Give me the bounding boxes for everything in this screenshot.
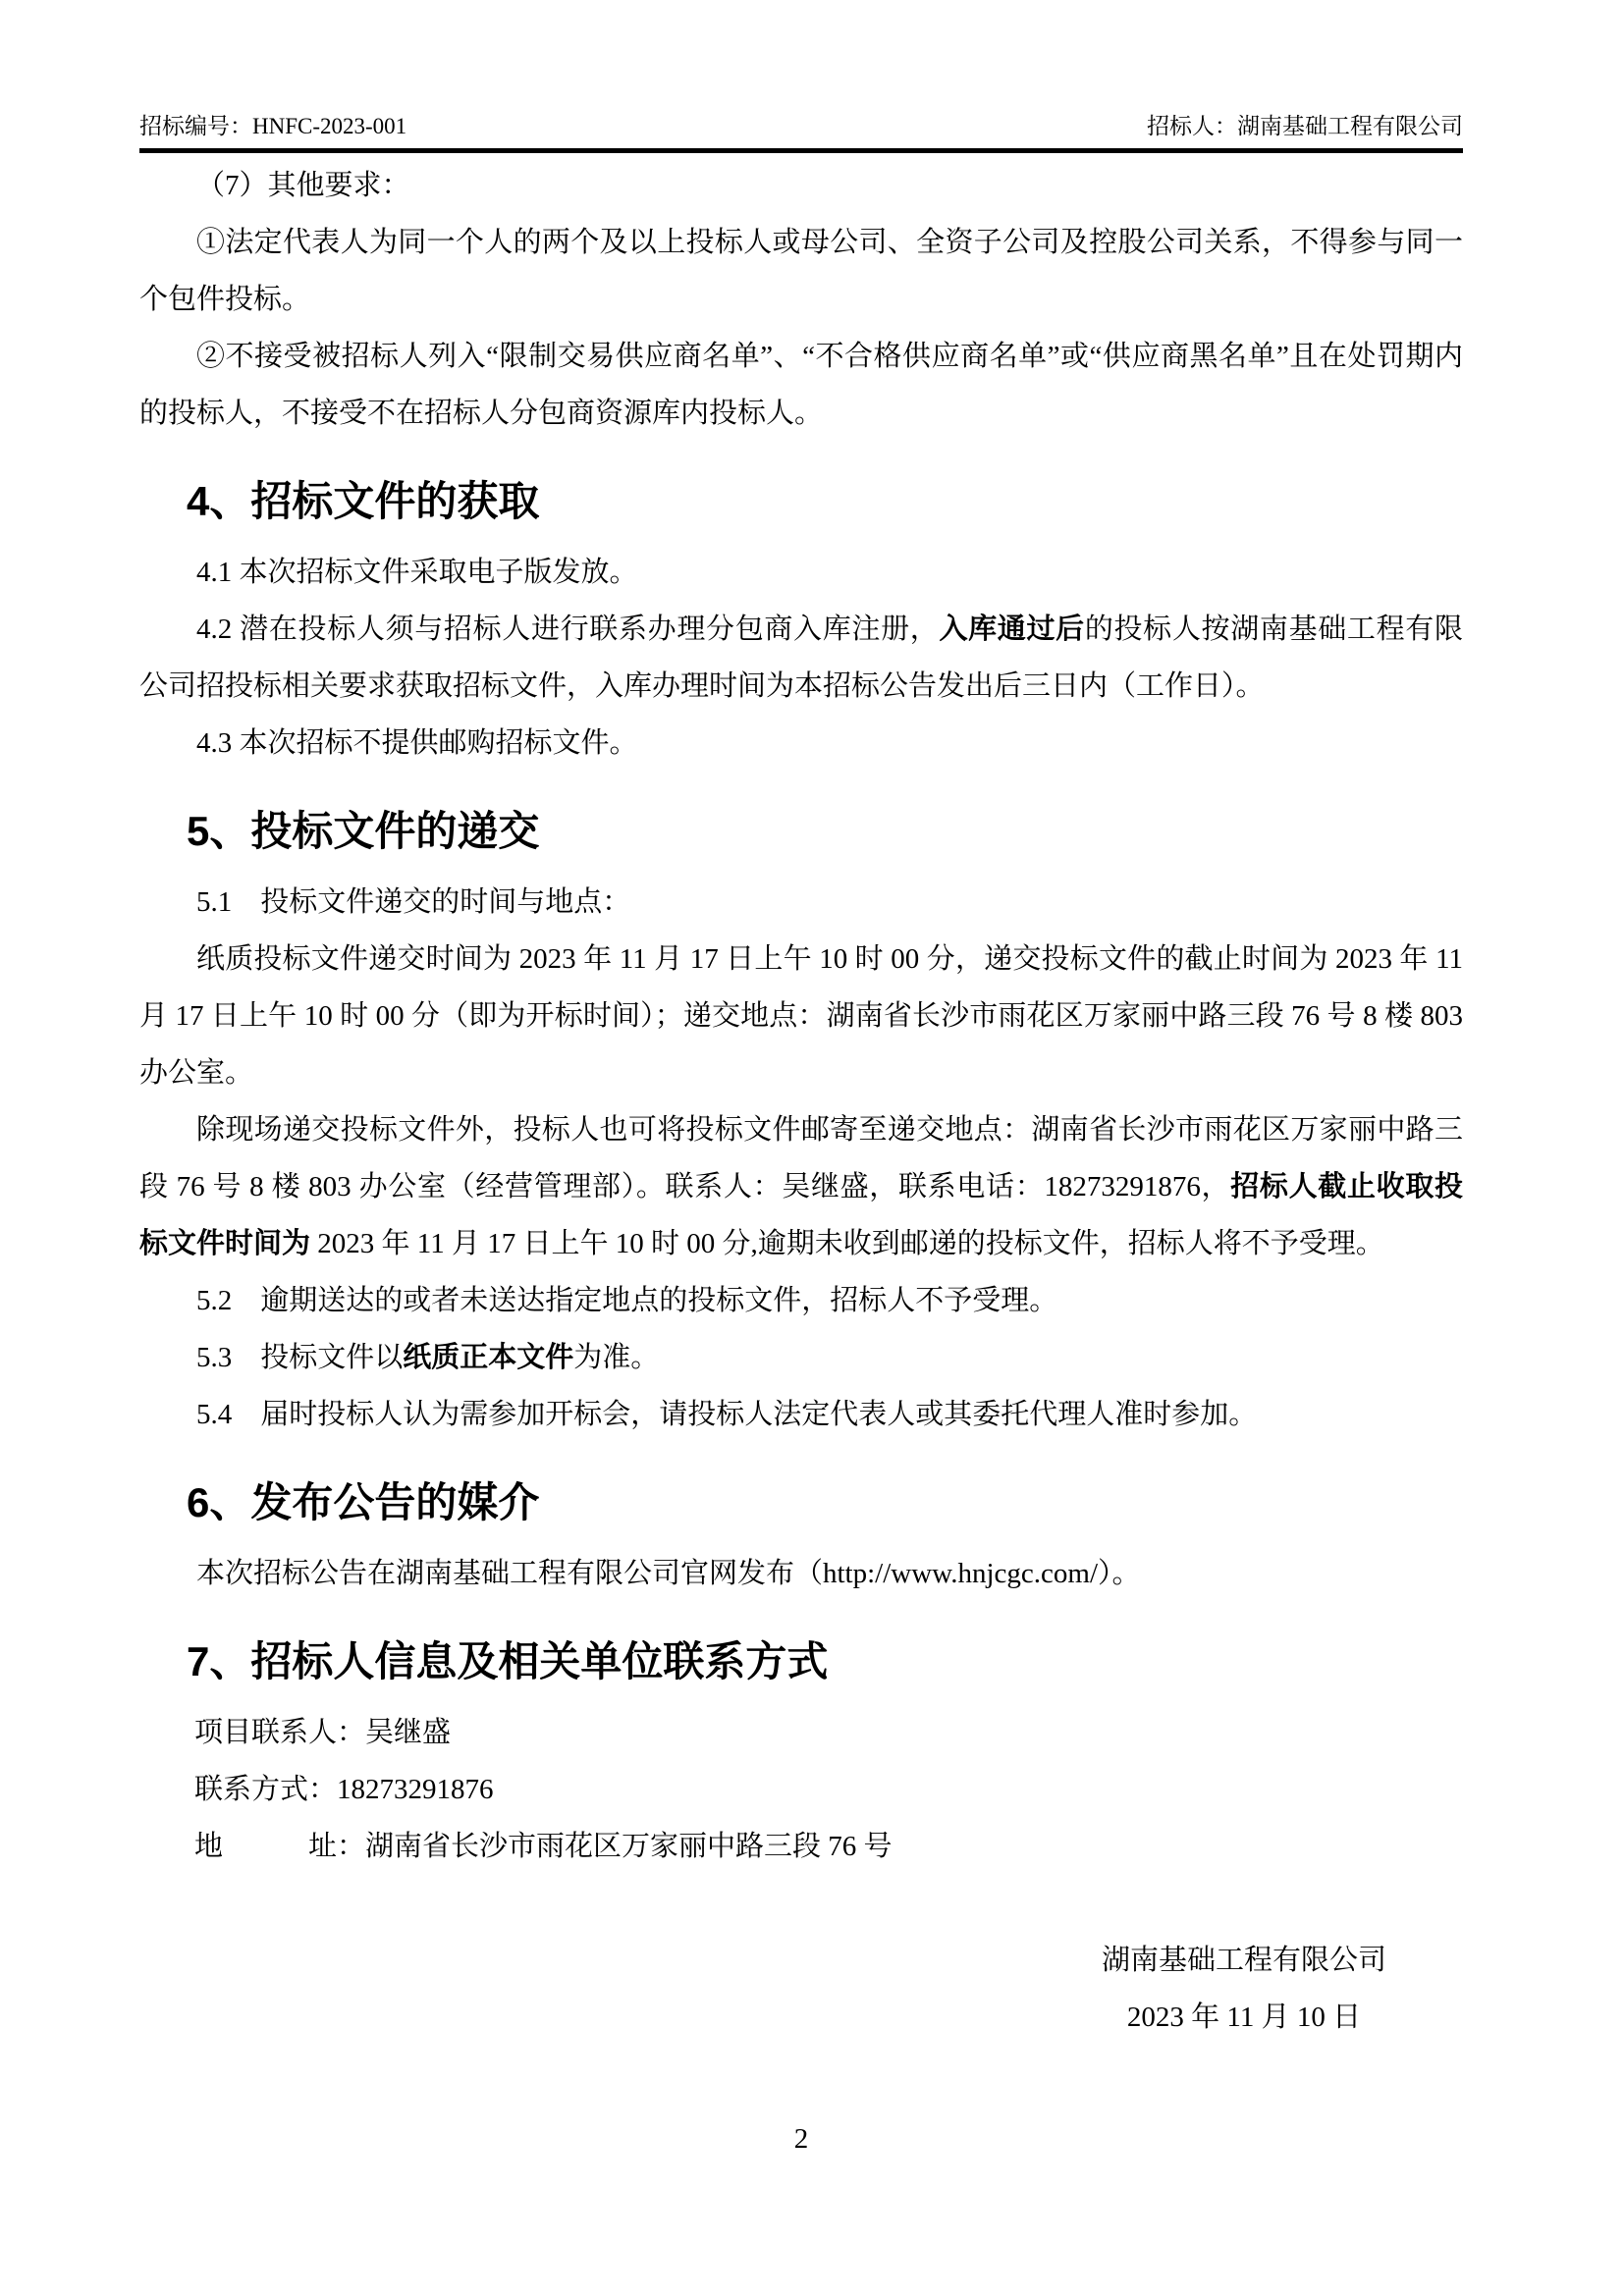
paragraph-4-2-bold-run: 入库通过后 [939, 614, 1085, 645]
section-5-heading: 5、投标文件的递交 [187, 808, 540, 854]
paragraph-4-2-run-2: 的投标人按湖南基础工程有限公司招投标相关要求获取招标文件，入库办理时间为本招标公告发出后三日内（工作日）。 [139, 614, 1463, 702]
signature-date: 2023 年 11 月 10 日 [1126, 2002, 1362, 2033]
page-number: 2 [793, 2123, 809, 2155]
page-header [139, 110, 1463, 148]
paragraph-5-1: 5.1 投标文件递交的时间与地点： [196, 886, 631, 918]
paragraph-5-1-mail-bold-run: 招标人截止收取投标文件时间为 [139, 1171, 1463, 1259]
signature-company: 湖南基础工程有限公司 [1101, 1945, 1386, 1976]
contact-address-line: 地 址：湖南省长沙市雨花区万家丽中路三段 76 号 [194, 1831, 893, 1862]
paragraph-other-requirements: （7）其他要求： [196, 170, 410, 201]
section-4-heading: 4、招标文件的获取 [187, 478, 540, 524]
contact-person-line: 项目联系人：吴继盛 [194, 1717, 452, 1748]
paragraph-5-1-mail-run-1: 除现场递交投标文件外，投标人也可将投标文件邮寄至递交地点：湖南省长沙市雨花区万家丽中路三段 76 号 8 楼 803 办公室（经营管理部）。联系人：吴继盛，联系电话：18273291876， [139, 1114, 1463, 1202]
paragraph-announcement-media: 本次招标公告在湖南基础工程有限公司官网发布（http://www.hnjcgc.com/）。 [196, 1558, 1141, 1589]
header-rule [139, 148, 1463, 153]
section-7-heading: 7、招标人信息及相关单位联系方式 [187, 1638, 829, 1684]
paragraph-5-2: 5.2 逾期送达的或者未送达指定地点的投标文件，招标人不予受理。 [196, 1285, 1058, 1316]
paragraph-5-4: 5.4 届时投标人认为需参加开标会，请投标人法定代表人或其委托代理人准时参加。 [196, 1399, 1258, 1430]
paragraph-5-3-bold-run: 纸质正本文件 [403, 1342, 574, 1373]
paragraph-requirement-item-1: ①法定代表人为同一个人的两个及以上投标人或母公司、全资子公司及控股公司关系，不得参与同一个包件投标。 [139, 227, 1463, 315]
paragraph-4-2-run-1: 4.2 潜在投标人须与招标人进行联系办理分包商入库注册， [196, 614, 940, 645]
paragraph-5-1-time-place: 纸质投标文件递交时间为 2023 年 11 月 17 日上午 10 时 00 分，递交投标文件的截止时间为 2023 年 11 月 17 日上午 10 时 00 分（即为开标时间）；递交地点：湖南省长沙市雨花区万家丽中路三段 76 号 8 楼 803 办公室。 [139, 943, 1463, 1089]
document-content [139, 0, 1463, 2046]
paragraph-4-1: 4.1 本次招标文件采取电子版发放。 [196, 557, 638, 588]
paragraph-5-1-mail-delivery [139, 1101, 1463, 1272]
section-6-heading: 6、发布公告的媒介 [187, 1479, 540, 1525]
header-tenderer: 招标人：湖南基础工程有限公司 [1147, 114, 1463, 138]
header-tender-number: 招标编号：HNFC-2023-001 [139, 114, 407, 138]
paragraph-5-3 [139, 1329, 1463, 1386]
paragraph-5-3-run-2: 为准。 [573, 1342, 660, 1373]
paragraph-4-2 [139, 601, 1463, 715]
paragraph-5-1-mail-run-2: 2023 年 11 月 17 日上午 10 时 00 分,逾期未收到邮递的投标文件，招标人将不予受理。 [310, 1228, 1384, 1259]
paragraph-4-3: 4.3 本次招标不提供邮购招标文件。 [196, 727, 638, 759]
paragraph-5-3-run-1: 5.3 投标文件以 [196, 1342, 404, 1373]
document-body [139, 157, 1463, 2046]
paragraph-requirement-item-2: ②不接受被招标人列入“限制交易供应商名单”、“不合格供应商名单”或“供应商黑名单”且在处罚期内的投标人，不接受不在招标人分包商资源库内投标人。 [139, 341, 1463, 429]
contact-phone-line: 联系方式：18273291876 [194, 1774, 494, 1805]
signature-block [1028, 1932, 1460, 2046]
